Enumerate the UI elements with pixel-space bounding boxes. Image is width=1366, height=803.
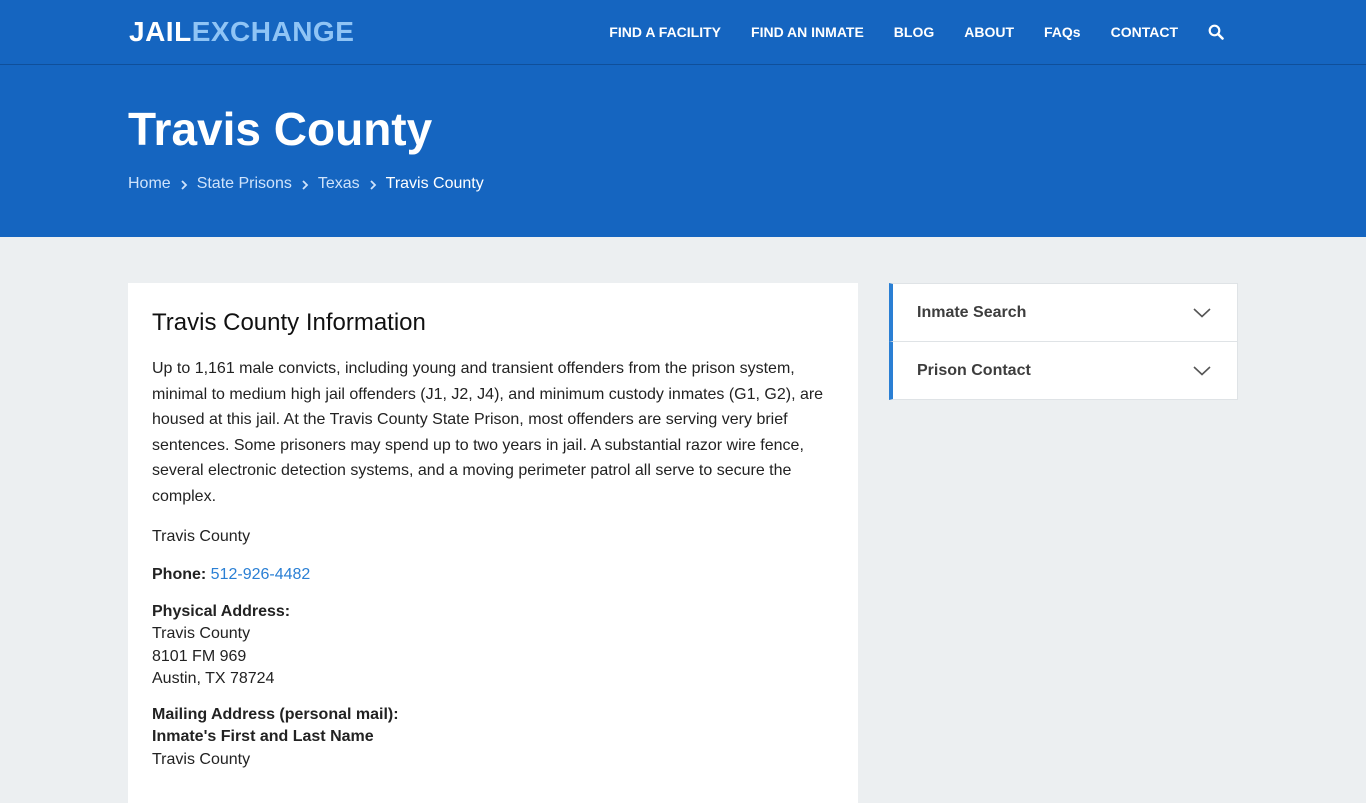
top-navbar	[0, 0, 1366, 65]
search-icon[interactable]	[1208, 24, 1224, 40]
page-title: Travis County	[128, 103, 433, 155]
address-line: Travis County	[152, 625, 251, 643]
mailing-recipient: Inmate's First and Last Name	[152, 728, 374, 746]
chevron-right-icon	[369, 178, 377, 190]
nav-faqs[interactable]: FAQs	[1044, 24, 1081, 40]
site-logo[interactable]	[129, 16, 354, 48]
nav-blog[interactable]: BLOG	[893, 24, 935, 40]
sidebar	[889, 283, 1238, 399]
accordion-label: Prison Contact	[917, 361, 1031, 379]
chevron-down-icon	[1193, 366, 1211, 376]
nav-about[interactable]: ABOUT	[964, 24, 1015, 40]
chevron-right-icon	[180, 178, 188, 190]
main-content	[0, 237, 1366, 768]
breadcrumb-current: Travis County	[385, 175, 484, 192]
info-card	[128, 283, 858, 803]
mailing-address-label: Mailing Address (personal mail):	[152, 705, 399, 723]
main-nav	[579, 0, 1224, 64]
breadcrumb-state-prisons[interactable]: State Prisons	[196, 175, 292, 192]
breadcrumb-home[interactable]: Home	[128, 175, 171, 192]
phone-row	[152, 562, 834, 588]
nav-find-facility[interactable]: FIND A FACILITY	[609, 24, 722, 40]
mailing-address	[152, 704, 834, 772]
chevron-down-icon	[1193, 308, 1211, 318]
facility-description: Up to 1,161 male convicts, including young and transient offenders from the prison system, minimal to medium high jail offenders (J1, J2, J4), and minimum custody inmates (G1, G2), are housed at this jail. At the Travis County State Prison, most offenders are serving very brief sentences. Some prisoners may spend up to two years in jail. A substantial razor wire fence, several electronic detection systems, and a moving perimeter patrol all serve to secure the complex.	[152, 360, 824, 505]
address-line: Austin, TX 78724	[152, 670, 275, 688]
breadcrumb	[128, 175, 484, 193]
nav-contact[interactable]: CONTACT	[1110, 24, 1178, 40]
phone-link[interactable]: 512-926-4482	[210, 566, 311, 584]
address-line: 8101 FM 969	[152, 647, 247, 665]
physical-address-label: Physical Address:	[152, 602, 291, 620]
logo-part-exchange: EXCHANGE	[191, 16, 355, 47]
physical-address	[152, 601, 834, 691]
nav-find-inmate[interactable]: FIND AN INMATE	[751, 24, 864, 40]
breadcrumb-texas[interactable]: Texas	[317, 175, 360, 192]
info-heading: Travis County Information	[152, 309, 426, 336]
address-line: Travis County	[152, 750, 251, 768]
accordion-prison-contact[interactable]	[889, 341, 1238, 400]
facility-name: Travis County	[152, 527, 251, 545]
page-header	[0, 65, 1366, 237]
logo-part-jail: JAIL	[129, 16, 192, 47]
chevron-right-icon	[301, 178, 309, 190]
accordion-label: Inmate Search	[917, 303, 1027, 321]
phone-label: Phone:	[152, 566, 207, 584]
accordion-inmate-search[interactable]	[889, 283, 1238, 342]
